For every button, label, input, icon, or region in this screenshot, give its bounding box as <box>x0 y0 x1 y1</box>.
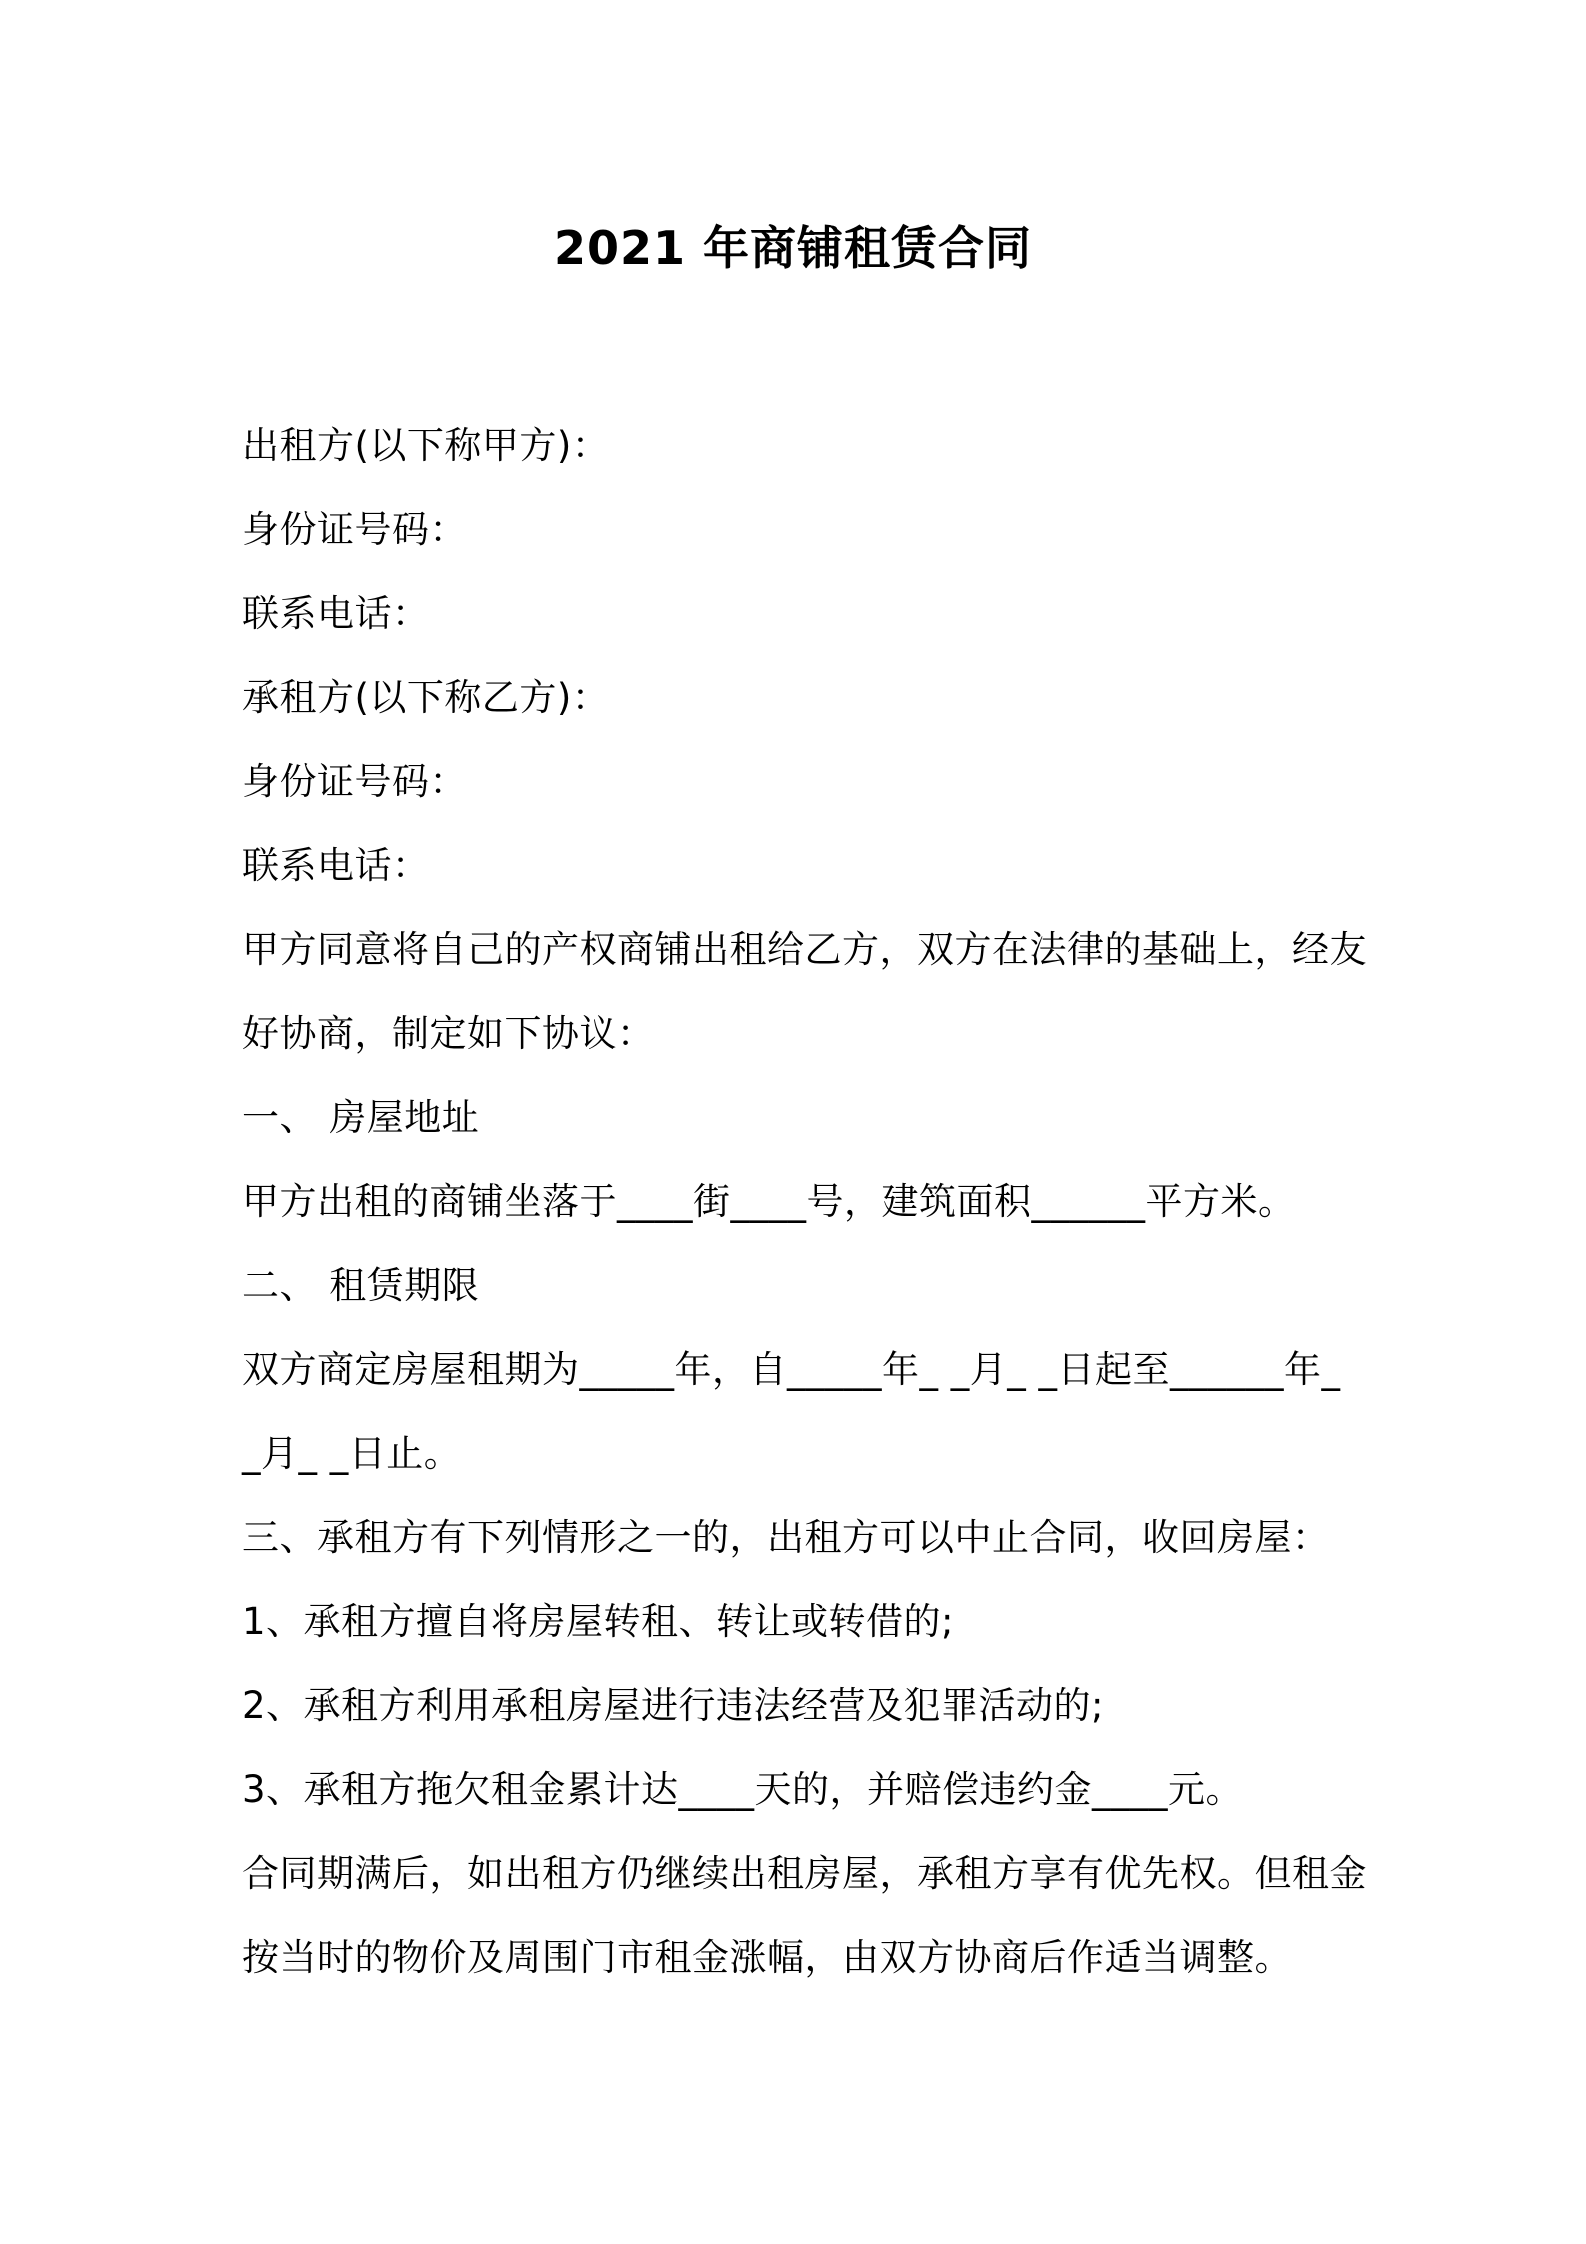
section-3-item-1: 1、承租方擅自将房屋转租、转让或转借的; <box>242 1600 955 1643</box>
document-body <box>242 404 1367 2000</box>
renewal-paragraph-line-2: 按当时的物价及周围门市租金涨幅，由双方协商后作适当调整。 <box>242 1936 1292 1979</box>
section-3-item-3: 3、承租方拖欠租金累计达____天的，并赔偿违约金____元。 <box>242 1768 1244 1811</box>
lessor-phone-line: 联系电话： <box>242 592 430 635</box>
section-3-heading: 三、承租方有下列情形之一的，出租方可以中止合同，收回房屋： <box>242 1516 1330 1559</box>
section-2-content-line-1: 双方商定房屋租期为_____年，自_____年_ _月_ _日起至______年_ <box>242 1348 1341 1391</box>
section-3-item-2: 2、承租方利用承租房屋进行违法经营及犯罪活动的; <box>242 1684 1105 1727</box>
document-title: 2021 年商铺租赁合同 <box>553 221 1033 275</box>
intro-paragraph-line-1: 甲方同意将自己的产权商铺出租给乙方，双方在法律的基础上，经友 <box>242 928 1367 971</box>
section-1-heading: 一、 房屋地址 <box>242 1096 480 1139</box>
lessor-id-line: 身份证号码： <box>242 508 467 551</box>
lessee-id-line: 身份证号码： <box>242 760 467 803</box>
intro-paragraph-line-2: 好协商，制定如下协议： <box>242 1012 655 1055</box>
renewal-paragraph-line-1: 合同期满后，如出租方仍继续出租房屋，承租方享有优先权。但租金 <box>242 1852 1367 1895</box>
section-2-content-line-2: _月_ _日止。 <box>242 1432 462 1475</box>
lessee-line: 承租方(以下称乙方)： <box>242 676 610 719</box>
section-2-heading: 二、 租赁期限 <box>242 1264 480 1307</box>
section-1-content: 甲方出租的商铺坐落于____街____号，建筑面积______平方米。 <box>242 1180 1296 1223</box>
lessor-line: 出租方(以下称甲方)： <box>242 424 610 467</box>
lessee-phone-line: 联系电话： <box>242 844 430 887</box>
